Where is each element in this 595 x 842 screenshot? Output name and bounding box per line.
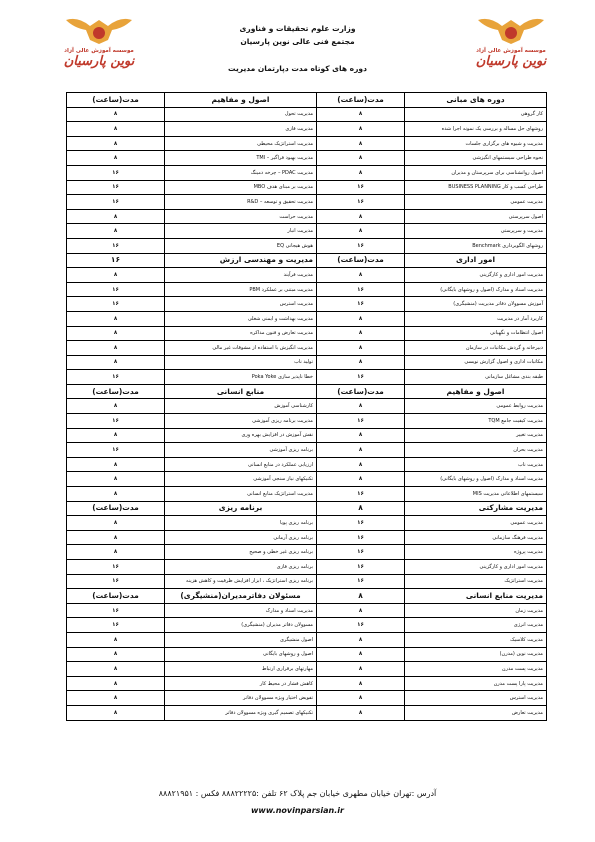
- course-hours-right: ۱۶: [317, 370, 405, 385]
- course-hours-left: ۱۶: [67, 560, 165, 575]
- course-name-left: مدیریت تحقیق و توسعه – R&D: [165, 195, 317, 210]
- course-name-left: تکنیکهای نیاز سنجی آموزشی: [165, 472, 317, 487]
- course-hours-left: ۸: [67, 647, 165, 662]
- table-row: [67, 560, 547, 575]
- course-hours-left: ۱۶: [67, 180, 165, 195]
- course-name-left: ارزیابی عملکرد در منابع انسانی: [165, 457, 317, 472]
- course-hours-left: ۸: [67, 487, 165, 502]
- section-header-name-left: مسئولان دفاترمدیران(منشیگری): [165, 589, 317, 604]
- course-name-left: اصول و روشهای بایگانی: [165, 647, 317, 662]
- course-name-left: تفویض اختیار ویژه مسوولان دفاتر: [165, 691, 317, 706]
- table-row: [67, 705, 547, 720]
- course-name-right: مدیریت و سرپرستی: [405, 224, 547, 239]
- course-name-right: طراحی کسب و کار BUSINESS PLANNING: [405, 180, 547, 195]
- course-hours-right: ۱۶: [317, 238, 405, 253]
- course-name-left: مدیریت فازی: [165, 122, 317, 137]
- course-name-right: مکاتبات اداری و اصول گزارش نویسی: [405, 355, 547, 370]
- course-name-left: برنامه ریزی فازی: [165, 560, 317, 575]
- course-hours-right: ۱۶: [317, 560, 405, 575]
- course-hours-left: ۱۶: [67, 165, 165, 180]
- course-name-left: مدیریت بهداشت و ایمنی شغلی: [165, 311, 317, 326]
- course-hours-right: ۸: [317, 399, 405, 414]
- table-row: [67, 589, 547, 604]
- table-row: [67, 574, 547, 589]
- course-hours-right: ۱۶: [317, 297, 405, 312]
- course-hours-right: ۱۶: [317, 180, 405, 195]
- course-hours-left: ۸: [67, 326, 165, 341]
- course-hours-right: ۱۶: [317, 487, 405, 502]
- table-row: [67, 399, 547, 414]
- course-name-left: مسوولان دفاتر مدیران (منشیگری): [165, 618, 317, 633]
- course-name-right: دبیرخانه و گردش مکاتبات در سازمان: [405, 341, 547, 356]
- table-row: [67, 107, 547, 122]
- course-hours-right: ۸: [317, 589, 405, 604]
- course-name-left: مدیریت انبار: [165, 224, 317, 239]
- course-hours-left: ۸: [67, 107, 165, 122]
- table-row: [67, 268, 547, 283]
- course-hours-right: ۸: [317, 326, 405, 341]
- course-name-left: مدیریت برنامه ریزی آموزشی: [165, 414, 317, 429]
- course-hours-right: ۸: [317, 632, 405, 647]
- course-hours-left: ۸: [67, 311, 165, 326]
- course-hours-right: ۸: [317, 341, 405, 356]
- page-header: [0, 22, 595, 75]
- course-hours-left: ۱۶: [67, 297, 165, 312]
- ministry-title: وزارت علوم تحقیقات و فناوری: [239, 24, 356, 33]
- course-name-right: مدیریت بحران: [405, 443, 547, 458]
- section-header-name-right: دوره های مبانی: [405, 93, 547, 108]
- course-hours-right: ۸: [317, 443, 405, 458]
- course-name-left: هوش هیجانی EQ: [165, 238, 317, 253]
- course-name-left: مدیریت فرآیند: [165, 268, 317, 283]
- course-hours-left: ۸: [67, 662, 165, 677]
- course-hours-right: ۸: [317, 165, 405, 180]
- course-hours-left: ۸: [67, 268, 165, 283]
- course-name-left: خطا ناپذیر سازی Poka Yoke: [165, 370, 317, 385]
- course-hours-left: ۱۶: [67, 574, 165, 589]
- course-hours-left: ۸: [67, 355, 165, 370]
- course-hours-right: ۸: [317, 457, 405, 472]
- course-hours-left: ۸: [67, 457, 165, 472]
- course-name-right: مدیریت و شیوه های برگزاری جلسات: [405, 136, 547, 151]
- institute-title: مجتمع فنی عالی نوین پارسیان: [240, 37, 355, 46]
- course-hours-left: ۱۶: [67, 253, 165, 268]
- course-hours-right: ۸: [317, 472, 405, 487]
- course-name-right: مدیریت اسناد و مدارک (اصول و روشهای بایگانی): [405, 282, 547, 297]
- course-hours-left: ۱۶: [67, 443, 165, 458]
- course-name-right: مدیریت پست مدرن: [405, 662, 547, 677]
- course-name-left: کارشناسی آموزش: [165, 399, 317, 414]
- course-hours-left: ۸: [67, 428, 165, 443]
- table-row: [67, 151, 547, 166]
- course-hours-left: ۱۶: [67, 238, 165, 253]
- course-name-right: مدیریت عمومی: [405, 195, 547, 210]
- course-name-right: مدیریت کیفیت جامع TQM: [405, 414, 547, 429]
- table-row: [67, 647, 547, 662]
- course-name-right: کار گروهی: [405, 107, 547, 122]
- course-name-right: روشهای الگوبرداری Benchmark: [405, 238, 547, 253]
- course-name-right: مدیریت فرهنگ سازمانی: [405, 530, 547, 545]
- course-name-right: مدیریت مشارکتی: [405, 501, 547, 516]
- course-hours-right: ۸: [317, 151, 405, 166]
- table-row: [67, 341, 547, 356]
- table-row: [67, 384, 547, 399]
- course-hours-right: ۱۶: [317, 282, 405, 297]
- table-row: [67, 472, 547, 487]
- course-hours-right: ۸: [317, 136, 405, 151]
- course-hours-right: ۱۶: [317, 545, 405, 560]
- table-row: [67, 136, 547, 151]
- course-hours-left: ۸: [67, 151, 165, 166]
- table-row: [67, 297, 547, 312]
- course-hours-left: ۸: [67, 209, 165, 224]
- course-name-left: مدیریت استرس: [165, 297, 317, 312]
- section-header-hours-left: مدت(ساعت): [67, 589, 165, 604]
- course-name-right: مدیریت امور اداری و کارگزینی: [405, 560, 547, 575]
- courses-table: [66, 92, 547, 721]
- table-row: [67, 238, 547, 253]
- course-hours-right: ۸: [317, 355, 405, 370]
- course-name-left: برنامه ریزی آرمانی: [165, 530, 317, 545]
- table-row: [67, 428, 547, 443]
- section-header-name-left: برنامه ریزی: [165, 501, 317, 516]
- table-row: [67, 122, 547, 137]
- table-row: [67, 355, 547, 370]
- course-name-right: اصول روانشناسی برای سرپرستان و مدیران: [405, 165, 547, 180]
- course-name-left: مهارتهای برقراری ارتباط: [165, 662, 317, 677]
- course-name-right: مدیریت کلاسیک: [405, 632, 547, 647]
- section-header-hours-right: مدت(ساعت): [317, 253, 405, 268]
- course-name-left: نقش آموزش در افزایش بهره وری: [165, 428, 317, 443]
- course-hours-left: ۸: [67, 676, 165, 691]
- section-header-hours-left: مدت(ساعت): [67, 93, 165, 108]
- course-hours-left: ۸: [67, 705, 165, 720]
- section-header-name-right: اصول و مفاهیم: [405, 384, 547, 399]
- course-name-right: مدیریت پارا پست مدرن: [405, 676, 547, 691]
- course-hours-left: ۸: [67, 136, 165, 151]
- course-name-left: مدیریت بهبود فراگیر – TMI: [165, 151, 317, 166]
- footer-website: www.novinparsian.ir: [251, 806, 344, 815]
- course-hours-right: ۸: [317, 662, 405, 677]
- course-hours-right: ۸: [317, 647, 405, 662]
- course-name-left: مدیریت حراست: [165, 209, 317, 224]
- course-name-right: مدیریت نوین (مدرن): [405, 647, 547, 662]
- course-hours-right: ۱۶: [317, 618, 405, 633]
- table-row: [67, 443, 547, 458]
- course-name-right: اصول سرپرستی: [405, 209, 547, 224]
- course-name-right: نحوه طراحی سیستمهای انگیزشی: [405, 151, 547, 166]
- course-name-left: مدیریت تعارض و فنون مذاکره: [165, 326, 317, 341]
- course-name-right: مدیریت تغییر: [405, 428, 547, 443]
- course-name-right: طبقه بندی مشاغل سازمانی: [405, 370, 547, 385]
- course-name-right: مدیریت اسناد و مدارک (اصول و روشهای بایگانی): [405, 472, 547, 487]
- course-name-left: برنامه ریزی آموزشی: [165, 443, 317, 458]
- course-name-left: مدیریت و مهندسی ارزش: [165, 253, 317, 268]
- table-row: [67, 501, 547, 516]
- table-row: [67, 165, 547, 180]
- footer-address: آدرس :تهران خیابان مطهری خیابان جم پلاک ۶۲ تلفن :۸۸۸۲۲۲۲۵ فکس : ۸۸۸۲۱۹۵۱: [158, 789, 437, 798]
- course-hours-left: ۸: [67, 632, 165, 647]
- table-row: [67, 414, 547, 429]
- course-hours-left: ۱۶: [67, 618, 165, 633]
- course-hours-left: ۱۶: [67, 195, 165, 210]
- course-hours-right: ۸: [317, 603, 405, 618]
- table-row: [67, 662, 547, 677]
- course-hours-left: ۸: [67, 472, 165, 487]
- table-row: [67, 487, 547, 502]
- section-header-name-right: امور اداری: [405, 253, 547, 268]
- table-row: [67, 516, 547, 531]
- section-header-hours-left: مدت(ساعت): [67, 384, 165, 399]
- section-header-name-left: منابع انسانی: [165, 384, 317, 399]
- course-name-left: اصول منشیگری: [165, 632, 317, 647]
- section-header-hours-right: مدت(ساعت): [317, 93, 405, 108]
- page-title: دوره های کوتاه مدت دپارتمان مدیریت: [228, 64, 367, 73]
- course-name-left: مدیریت استراتژیک منابع انسانی: [165, 487, 317, 502]
- course-hours-left: ۸: [67, 399, 165, 414]
- table-row: [67, 282, 547, 297]
- course-hours-right: ۱۶: [317, 574, 405, 589]
- course-hours-left: ۸: [67, 122, 165, 137]
- table-row: [67, 253, 547, 268]
- course-name-right: مدیریت منابع انسانی: [405, 589, 547, 604]
- table-row: [67, 370, 547, 385]
- course-name-right: کاربرد آمار در مدیریت: [405, 311, 547, 326]
- course-hours-right: ۱۶: [317, 516, 405, 531]
- course-name-right: مدیریت زمان: [405, 603, 547, 618]
- course-name-left: برنامه ریزی پویا: [165, 516, 317, 531]
- table-row: [67, 618, 547, 633]
- table-row: [67, 326, 547, 341]
- course-hours-left: ۸: [67, 545, 165, 560]
- course-name-left: تکنیکهای تصمیم گیری ویژه مسوولان دفاتر: [165, 705, 317, 720]
- course-hours-right: ۱۶: [317, 414, 405, 429]
- table-row: [67, 180, 547, 195]
- course-hours-left: ۱۶: [67, 282, 165, 297]
- course-name-right: مدیریت عمومی: [405, 516, 547, 531]
- course-hours-right: ۸: [317, 311, 405, 326]
- course-hours-right: ۸: [317, 107, 405, 122]
- course-hours-left: ۸: [67, 224, 165, 239]
- course-name-right: مدیریت ناب: [405, 457, 547, 472]
- course-hours-right: ۸: [317, 676, 405, 691]
- course-name-left: مدیریت بر مبنای هدف MBO: [165, 180, 317, 195]
- course-hours-right: ۸: [317, 122, 405, 137]
- course-name-right: اصول انتظامات و نگهبانی: [405, 326, 547, 341]
- course-hours-left: ۸: [67, 530, 165, 545]
- course-hours-right: ۱۶: [317, 530, 405, 545]
- course-hours-right: ۸: [317, 268, 405, 283]
- course-hours-left: ۸: [67, 516, 165, 531]
- table-row: [67, 603, 547, 618]
- section-header-hours-left: مدت(ساعت): [67, 501, 165, 516]
- course-name-right: مدیریت انرژی: [405, 618, 547, 633]
- logo-caption: موسسه آموزش عالی آزاد: [64, 48, 134, 54]
- course-name-left: مدیریت مبتنی بر عملکرد PBM: [165, 282, 317, 297]
- course-hours-right: ۸: [317, 501, 405, 516]
- table-row: [67, 632, 547, 647]
- table-row: [67, 195, 547, 210]
- course-name-right: مدیریت تعارض: [405, 705, 547, 720]
- table-row: [67, 676, 547, 691]
- logo-script: نوین پارسیان: [475, 54, 547, 69]
- course-name-left: مدیریت استراتژیک محیطی: [165, 136, 317, 151]
- course-hours-left: ۸: [67, 691, 165, 706]
- table-row: [67, 545, 547, 560]
- course-name-left: برنامه ریزی استراتژیک ، ابزار افزایش ظرفیت و کاهش هزینه: [165, 574, 317, 589]
- course-hours-right: ۱۶: [317, 195, 405, 210]
- course-hours-right: ۸: [317, 209, 405, 224]
- course-name-left: مدیریت انگیزش با استفاده از مشوقات غیر مالی: [165, 341, 317, 356]
- course-name-right: آموزش مسوولان دفاتر مدیریت (منشیگری): [405, 297, 547, 312]
- course-name-right: مدیریت روابط عمومی: [405, 399, 547, 414]
- course-hours-left: ۸: [67, 341, 165, 356]
- table-row: [67, 530, 547, 545]
- course-name-left: مدیریت تحول: [165, 107, 317, 122]
- section-header-hours-right: مدت(ساعت): [317, 384, 405, 399]
- course-hours-left: ۱۶: [67, 370, 165, 385]
- course-hours-right: ۸: [317, 691, 405, 706]
- course-name-right: مدیریت استراتژیک: [405, 574, 547, 589]
- course-hours-right: ۸: [317, 224, 405, 239]
- table-row: [67, 457, 547, 472]
- course-name-right: مدیریت امور اداری و کارگزینی: [405, 268, 547, 283]
- course-hours-right: ۸: [317, 428, 405, 443]
- table-row: [67, 224, 547, 239]
- course-name-left: کاهش فشار در محیط کار: [165, 676, 317, 691]
- course-name-left: تولید ناب: [165, 355, 317, 370]
- table-row: [67, 691, 547, 706]
- course-name-left: برنامه ریزی غیر خطی و صحیح: [165, 545, 317, 560]
- course-name-right: مدیریت استرس: [405, 691, 547, 706]
- logo-caption: موسسه آموزش عالی آزاد: [476, 48, 546, 54]
- course-name-left: مدیریت PDAC – چرخه دمینگ: [165, 165, 317, 180]
- table-row: [67, 209, 547, 224]
- course-hours-left: ۱۶: [67, 603, 165, 618]
- course-hours-left: ۱۶: [67, 414, 165, 429]
- table-row: [67, 93, 547, 108]
- table-row: [67, 311, 547, 326]
- course-name-right: مدیریت پروژه: [405, 545, 547, 560]
- course-name-left: مدیریت اسناد و مدارک: [165, 603, 317, 618]
- course-name-right: سیستمهای اطلاعاتی مدیریت MIS: [405, 487, 547, 502]
- logo-script: نوین پارسیان: [63, 54, 135, 69]
- course-name-right: روشهای حل مساله و بررسی یک نمونه اجرا شده: [405, 122, 547, 137]
- section-header-name-left: اصول و مفاهیم: [165, 93, 317, 108]
- course-hours-right: ۸: [317, 705, 405, 720]
